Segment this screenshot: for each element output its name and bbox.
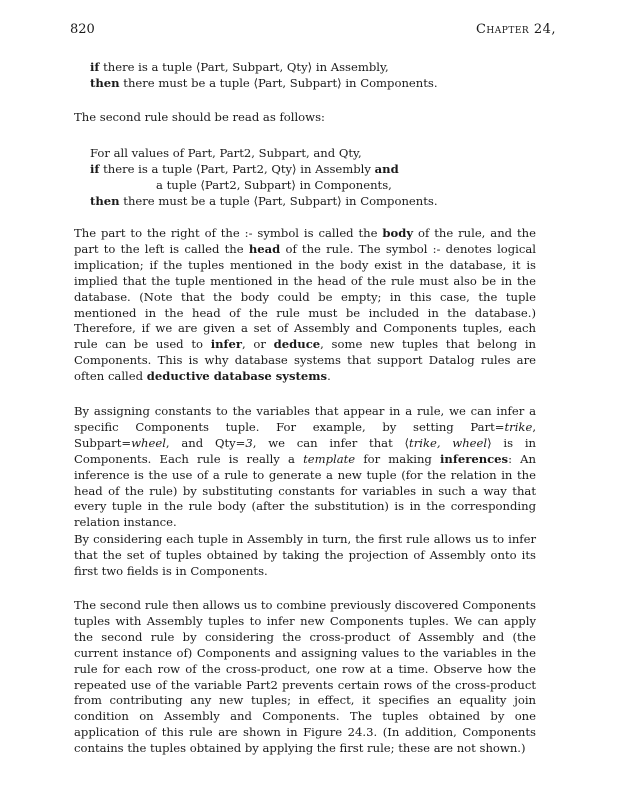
term-template: template: [303, 451, 356, 466]
paragraph-body-head: The part to the right of the :- symbol is called the body of the rule, and the part to the left is called the head of the rule. The symbol :- denotes logical implication; if the tuples mentioned in the body exist in the database, it is implied that the tuple mentioned in the head of the rule must also be in the database. (Note that the body could be empty; in this case, the tuple mentioned in the head of the rule must be included in the database.) Therefore, if we are given a set of Assembly and Components tuples, each rule can be used to infer, or deduce, some new tuples that belong in Components. This is why database systems that support Datalog rules are often called deductive database systems.: [74, 226, 537, 384]
term-deduce: deduce: [273, 337, 321, 352]
term-inferences: inferences: [440, 451, 509, 466]
rule-two-line-1: For all values of Part, Part2, Subpart, and Qty,: [90, 146, 362, 160]
page-number: 820: [70, 22, 95, 37]
chapter-heading: Chapter 24,: [475, 22, 556, 37]
rule-two-line-2: there is a tuple ⟨Part, Part2, Qty⟩ in Assembly: [99, 161, 375, 176]
term-body: body: [382, 226, 414, 240]
rule-one-line-2: there must be a tuple ⟨Part, Subpart⟩ in Components.: [119, 75, 438, 90]
then-keyword: then: [90, 193, 120, 208]
rule-two: [90, 146, 438, 210]
intro-second-rule: The second rule should be read as follows:: [74, 110, 325, 124]
if-keyword: if: [90, 60, 100, 74]
margin-mark: ,: [551, 22, 556, 37]
rule-two-line-3: a tuple ⟨Part2, Subpart⟩ in Components,: [156, 177, 392, 192]
rule-two-line-4: there must be a tuple ⟨Part, Subpart⟩ in Components.: [119, 193, 438, 208]
term-head: head: [248, 241, 281, 256]
rule-one: [90, 60, 438, 92]
if-keyword: if: [90, 161, 100, 176]
paragraph-first-rule: By considering each tuple in Assembly in turn, the first rule allows us to infer that the set of tuples obtained by taking the projection of Assembly onto its first two fields is in Components.: [74, 532, 536, 578]
and-keyword: and: [374, 161, 399, 176]
then-keyword: then: [90, 75, 120, 90]
paragraph-second-rule: The second rule then allows us to combine previously discovered Components tuples with Assembly tuples to infer new Components tuples. We can apply the second rule by considering the cross-product of Assembly and (the current instance of) Components and assigning values to the variables in the rule for each row of the cross-product, one row at a time. Observe how the repeated use of the variable Part2 prevents certain rows of the cross-product from contributing any new tuples; in effect, it specifies an equality join condition on Assembly and Components. The tuples obtained by one application of this rule are shown in Figure 24.3. (In addition, Components contains the tuples obtained by applying the first rule; these are not shown.): [74, 598, 536, 756]
term-deductive-database-systems: deductive database systems: [146, 369, 328, 384]
rule-one-line-1: there is a tuple ⟨Part, Subpart, Qty⟩ in Assembly,: [99, 60, 389, 74]
term-infer: infer: [210, 337, 243, 352]
paragraph-inference: By assigning constants to the variables that appear in a rule, we can infer a specific Components tuple. For example, by setting Part=trike, Subpart=wheel, and Qty=3, we can infer that ⟨trike, wheel⟩ is in Components. Each rule is really a template for making inferences: An inference is the use of a rule to generate a new tuple (for the relation in the head of the rule) by substituting constants for variables in such a way that every tuple in the rule body (after the substitution) is in the corresponding relation instance.: [74, 404, 537, 530]
